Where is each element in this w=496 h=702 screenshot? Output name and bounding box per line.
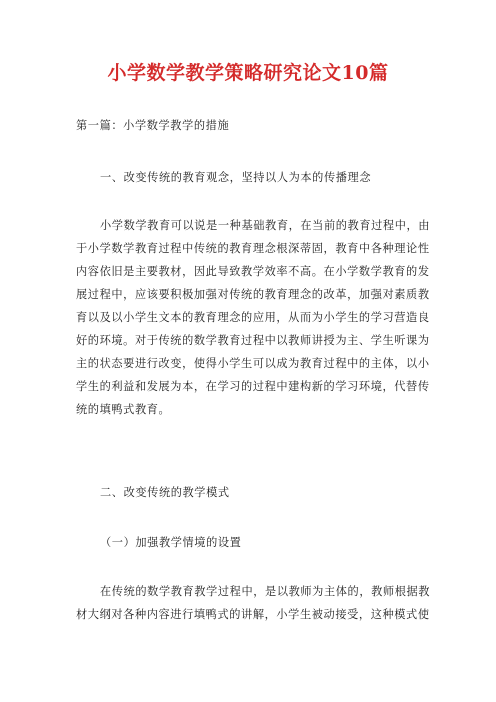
paragraph-1-line: 统的填鸭式教育。 (76, 403, 171, 416)
paragraph-1-line: 于小学数学教育过程中传统的教育理念根深蒂固，教育中各种理论性 (76, 242, 430, 255)
paragraph-1-line: 内容依旧是主要教材，因此导致教学效率不高。在小学数学教育的发 (76, 265, 430, 278)
paragraph-2-line: 在传统的数学教育教学过程中，是以教师为主体的，教师根据教 (100, 585, 431, 598)
paragraph-2-line: 材大纲对各种内容进行填鸭式的讲解，小学生被动接受，这种模式使 (76, 608, 430, 621)
paragraph-1-line: 展过程中，应该要积极加强对传统的教育理念的改革，加强对素质教 (76, 288, 430, 301)
subheading-change-concept: 一、改变传统的教育观念，坚持以人为本的传播理念 (100, 171, 372, 184)
subheading-change-mode: 二、改变传统的教学模式 (100, 486, 230, 499)
document-title: 小学数学教学策略研究论文10篇 (107, 62, 389, 84)
subheading-scenario-setting: （一）加强教学情境的设置 (100, 536, 242, 549)
paragraph-1-line: 学生的利益和发展为本，在学习的过程中建构新的学习环境，代替传 (76, 380, 430, 393)
paragraph-1-line: 主的状态要进行改变，使得小学生可以成为教育过程中的主体，以小 (76, 357, 430, 370)
paragraph-1-line: 育以及以小学生文本的教育理念的应用，从而为小学生的学习营造良 (76, 311, 430, 324)
section-heading: 第一篇：小学数学教学的措施 (76, 119, 230, 132)
paragraph-1-line: 小学数学教育可以说是一种基础教育，在当前的教育过程中，由 (100, 219, 431, 232)
paragraph-1-line: 好的环境。对于传统的数学教育过程中以教师讲授为主、学生听课为 (76, 334, 430, 347)
